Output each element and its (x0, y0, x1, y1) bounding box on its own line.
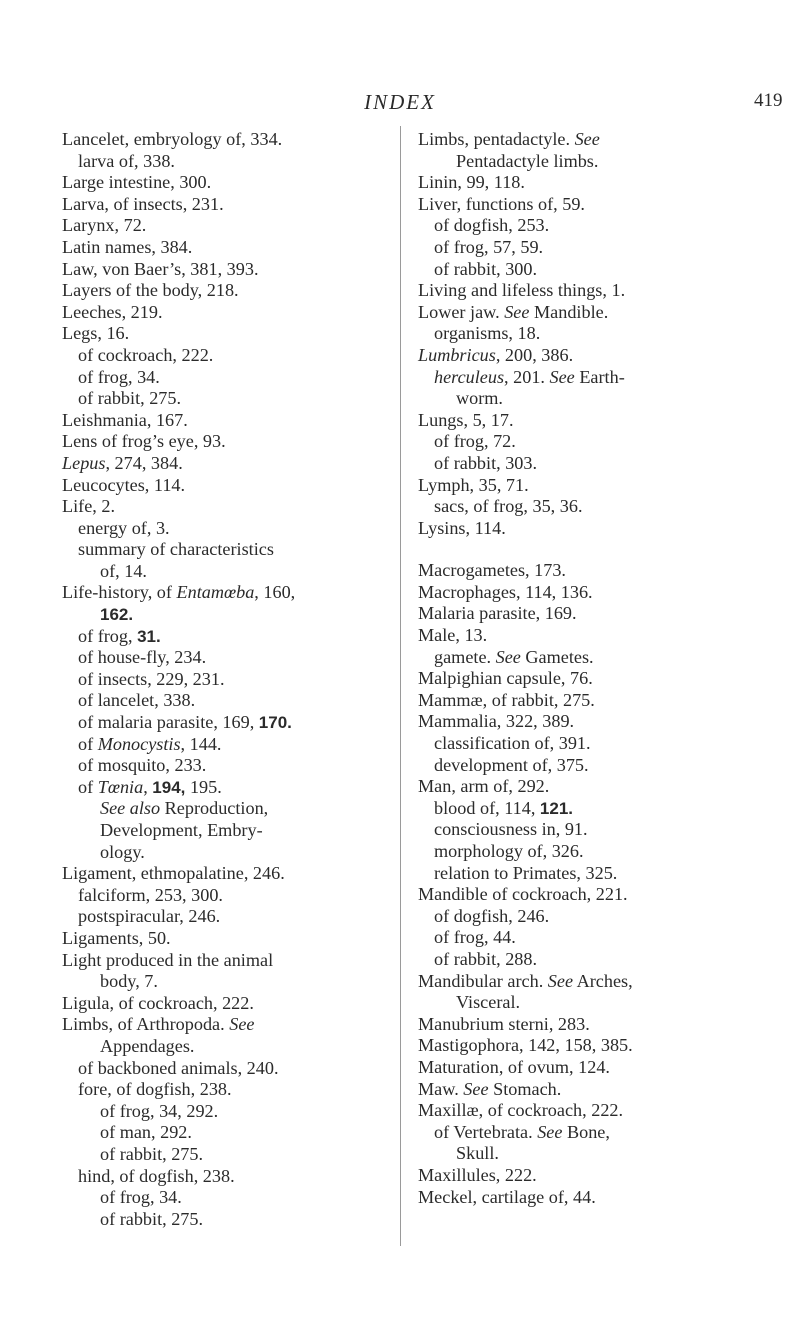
entry-text: Maxillules, 222. (418, 1164, 537, 1185)
entry-text: of (78, 733, 98, 754)
page-header (0, 90, 800, 120)
entry-text: Living and lifeless things, 1. (418, 280, 626, 301)
index-entry (62, 323, 392, 345)
index-entry (62, 928, 392, 950)
entry-text: Mastigophora, 142, 158, 385. (418, 1035, 633, 1056)
entry-text: Lysins, 114. (418, 517, 506, 538)
entry-text: See (549, 366, 575, 387)
entry-text: herculeus (434, 366, 505, 387)
entry-text: Pentadactyle limbs. (456, 150, 599, 171)
index-subentry (62, 561, 392, 583)
index-entry (418, 1014, 743, 1036)
index-entry (418, 1079, 743, 1101)
index-entry (418, 302, 743, 324)
entry-text: Life, 2. (62, 496, 116, 517)
entry-text: Lower jaw. (418, 301, 505, 322)
index-subentry (62, 1036, 392, 1058)
entry-text: Skull. (456, 1143, 499, 1164)
index-entry (418, 518, 743, 540)
index-column-left (62, 129, 392, 1230)
index-subentry (418, 647, 743, 669)
index-entry (62, 1014, 392, 1036)
entry-text: Lumbricus (418, 344, 496, 365)
entry-text: of house-fly, 234. (78, 647, 207, 668)
index-subentry (62, 734, 392, 756)
entry-text: Ligaments, 50. (62, 927, 171, 948)
index-entry (62, 475, 392, 497)
entry-text: See (574, 129, 600, 149)
index-subentry (62, 777, 392, 799)
index-subentry (62, 1058, 392, 1080)
index-entry (418, 971, 743, 993)
entry-text: body, 7. (100, 971, 158, 992)
entry-text: 195. (185, 776, 222, 797)
entry-text: Layers of the body, 218. (62, 280, 239, 301)
entry-text: Leishmania, 167. (62, 409, 188, 430)
index-entry (418, 711, 743, 733)
entry-text: Life-history, of (62, 582, 177, 603)
entry-text: Visceral. (456, 992, 521, 1013)
entry-text: Tœnia (97, 776, 144, 797)
entry-text: of insects, 229, 231. (78, 668, 225, 689)
entry-text: Mammæ, of rabbit, 275. (418, 689, 595, 710)
index-subentry (62, 1144, 392, 1166)
entry-text: of frog, 57, 59. (434, 236, 544, 257)
page-number: 419 (754, 90, 783, 111)
index-entry (418, 1165, 743, 1187)
index-entry (418, 129, 743, 151)
entry-text: of (78, 776, 98, 797)
entry-text: Lungs, 5, 17. (418, 409, 514, 430)
index-entry (418, 625, 743, 647)
entry-text: of frog, 34. (78, 366, 160, 387)
index-subentry (62, 1209, 392, 1231)
entry-text: of lancelet, 338. (78, 690, 196, 711)
index-subentry (418, 906, 743, 928)
index-subentry (418, 367, 743, 389)
entry-text: Appendages. (100, 1035, 195, 1056)
index-subentry (418, 949, 743, 971)
entry-text: Maw. (418, 1078, 464, 1099)
index-entry (62, 863, 392, 885)
index-entry (418, 475, 743, 497)
index-subentry (418, 863, 743, 885)
entry-text: Ligament, ethmopalatine, 246. (62, 863, 285, 884)
index-entry (62, 280, 392, 302)
entry-text: See (537, 1121, 563, 1142)
entry-text: , 200, 386. (495, 344, 574, 365)
index-subentry (418, 496, 743, 518)
index-subentry (418, 1122, 743, 1144)
entry-text: Law, von Baer’s, 381, 393. (62, 258, 259, 279)
entry-text: Macrophages, 114, 136. (418, 581, 593, 602)
entry-text: of malaria parasite, 169, (78, 712, 259, 733)
index-subentry (62, 518, 392, 540)
page-title: INDEX (364, 90, 436, 114)
index-entry (62, 259, 392, 281)
index-entry (418, 603, 743, 625)
entry-text: of rabbit, 275. (78, 388, 182, 409)
entry-text: of rabbit, 288. (434, 948, 538, 969)
entry-text: Manubrium sterni, 283. (418, 1013, 590, 1034)
index-entry (62, 431, 392, 453)
index-entry (62, 172, 392, 194)
entry-text: Meckel, cartilage of, 44. (418, 1186, 596, 1207)
entry-text: , 274, 384. (105, 452, 183, 473)
entry-text: of dogfish, 253. (434, 215, 550, 236)
index-subentry (418, 453, 743, 475)
entry-text: larva of, 338. (78, 150, 175, 171)
entry-text: classification of, 391. (434, 733, 591, 754)
entry-text: 121. (539, 798, 574, 818)
entry-text: ology. (100, 841, 145, 862)
entry-text: Bone, (562, 1121, 610, 1142)
entry-text: , 201. (504, 366, 550, 387)
index-entry (418, 560, 743, 582)
index-subentry (418, 259, 743, 281)
entry-text: Reproduction, (160, 798, 269, 819)
entry-text: of frog, 34, 292. (100, 1100, 219, 1121)
entry-text: of rabbit, 275. (100, 1143, 204, 1164)
entry-text: consciousness in, 91. (434, 819, 588, 840)
index-subentry (418, 841, 743, 863)
index-entry (418, 1057, 743, 1079)
index-entry (418, 1187, 743, 1209)
index-subentry (418, 755, 743, 777)
entry-text: fore, of dogfish, 238. (78, 1079, 232, 1100)
index-entry (418, 668, 743, 690)
index-subentry (62, 1101, 392, 1123)
entry-text: of cockroach, 222. (78, 344, 214, 365)
entry-text: Large intestine, 300. (62, 172, 212, 193)
index-subentry (62, 367, 392, 389)
index-entry (418, 172, 743, 194)
entry-text: Linin, 99, 118. (418, 172, 525, 193)
entry-text: 162. (100, 605, 134, 625)
index-subentry (62, 539, 392, 561)
index-entry (418, 410, 743, 432)
entry-text: Arches, (573, 970, 633, 991)
entry-text: See (229, 1014, 255, 1035)
entry-text: Entamœba (176, 582, 255, 603)
index-subentry (62, 690, 392, 712)
entry-text: falciform, 253, 300. (78, 884, 223, 905)
index-entry (418, 690, 743, 712)
entry-text: of, 14. (100, 560, 147, 581)
entry-text: Mammalia, 322, 389. (418, 711, 575, 732)
entry-text: Leucocytes, 114. (62, 474, 186, 495)
index-entry (62, 237, 392, 259)
entry-text: See (547, 970, 574, 991)
entry-text: Monocystis (97, 733, 181, 754)
entry-text: , 160, (254, 582, 296, 603)
entry-text: of rabbit, 300. (434, 258, 538, 279)
index-entry (418, 345, 743, 367)
entry-text: Malaria parasite, 169. (418, 603, 577, 624)
entry-text: Ligula, of cockroach, 222. (62, 992, 254, 1013)
index-entry (62, 950, 392, 972)
entry-text: See (463, 1078, 489, 1099)
index-entry (418, 1100, 743, 1122)
entry-text: hind, of dogfish, 238. (78, 1165, 235, 1186)
entry-text: See also (100, 798, 161, 819)
entry-text: Liver, functions of, 59. (418, 193, 585, 214)
entry-text: , 144. (180, 733, 222, 754)
entry-text: of man, 292. (100, 1122, 192, 1143)
index-subentry (62, 1166, 392, 1188)
entry-text: Mandible of cockroach, 221. (418, 884, 628, 905)
entry-text: organisms, 18. (434, 323, 541, 344)
entry-text: of frog, 44. (434, 927, 516, 948)
entry-text: Gametes. (520, 646, 594, 667)
entry-text: Light produced in the animal (62, 949, 274, 970)
entry-text: Lens of frog’s eye, 93. (62, 431, 226, 452)
index-subentry (62, 971, 392, 993)
index-subentry (418, 323, 743, 345)
index-subentry (418, 927, 743, 949)
index-subentry (418, 819, 743, 841)
index-entry (418, 884, 743, 906)
entry-text: of rabbit, 275. (100, 1208, 204, 1229)
index-subentry (418, 431, 743, 453)
index-subentry (418, 151, 743, 173)
index-subentry (418, 237, 743, 259)
entry-text: Lymph, 35, 71. (418, 474, 529, 495)
entry-text: of backboned animals, 240. (78, 1057, 279, 1078)
index-subentry (418, 215, 743, 237)
entry-text: worm. (456, 388, 503, 409)
entry-text: of Vertebrata. (434, 1121, 538, 1142)
entry-text: gamete. (434, 646, 496, 667)
entry-text: development of, 375. (434, 754, 589, 775)
entry-text: Earth- (574, 366, 625, 387)
entry-text: Development, Embry- (100, 820, 263, 840)
index-subentry (62, 842, 392, 864)
entry-text: Limbs, pentadactyle. (418, 129, 575, 149)
index-subentry (62, 755, 392, 777)
entry-text: 31. (137, 626, 161, 646)
entry-text: of frog, 72. (434, 431, 516, 452)
index-subentry (418, 388, 743, 410)
column-divider (400, 126, 401, 1246)
index-entry (418, 194, 743, 216)
index-entry (62, 496, 392, 518)
entry-text: See (504, 301, 530, 322)
index-subentry (62, 820, 392, 842)
entry-text: Lepus (62, 452, 106, 473)
index-subentry (62, 669, 392, 691)
index-entry (62, 302, 392, 324)
index-subentry (62, 151, 392, 173)
index-subentry (62, 1079, 392, 1101)
entry-text: 194, (152, 777, 186, 797)
index-subentry (62, 798, 392, 820)
section-gap (418, 539, 743, 560)
entry-text: Maxillæ, of cockroach, 222. (418, 1100, 624, 1121)
index-subentry (62, 1187, 392, 1209)
entry-text: energy of, 3. (78, 517, 170, 538)
entry-text: postspiracular, 246. (78, 906, 221, 927)
entry-text: of mosquito, 233. (78, 755, 207, 776)
index-subentry (62, 345, 392, 367)
index-subentry (62, 1122, 392, 1144)
index-entry (418, 776, 743, 798)
index-entry (418, 1035, 743, 1057)
entry-text: relation to Primates, 325. (434, 862, 618, 883)
entry-text: Mandibular arch. (418, 970, 548, 991)
entry-text: of dogfish, 246. (434, 905, 550, 926)
index-subentry (62, 906, 392, 928)
index-entry (62, 453, 392, 475)
index-subentry (418, 733, 743, 755)
entry-text: of frog, (78, 625, 138, 646)
entry-text: Legs, 16. (62, 323, 130, 344)
entry-text: 170. (258, 713, 292, 733)
entry-text: Maturation, of ovum, 124. (418, 1056, 610, 1077)
index-column-right (418, 129, 743, 1208)
entry-text: Leeches, 219. (62, 301, 163, 322)
index-entry (418, 582, 743, 604)
entry-text: Larynx, 72. (62, 215, 147, 236)
entry-text: , (143, 776, 153, 797)
entry-text: Stomach. (488, 1078, 562, 1099)
entry-text: Mandible. (529, 301, 609, 322)
entry-text: morphology of, 326. (434, 841, 584, 861)
entry-text: Latin names, 384. (62, 236, 193, 257)
index-subentry (62, 885, 392, 907)
index-subentry (62, 604, 392, 626)
index-entry (62, 993, 392, 1015)
entry-text: of frog, 34. (100, 1187, 182, 1208)
entry-text: summary of characteristics (78, 539, 274, 560)
index-subentry (418, 798, 743, 820)
entry-text: See (495, 646, 521, 667)
index-entry (62, 582, 392, 604)
index-subentry (62, 626, 392, 648)
index-subentry (62, 388, 392, 410)
entry-text: sacs, of frog, 35, 36. (434, 496, 583, 517)
index-subentry (418, 1143, 743, 1165)
entry-text: Male, 13. (418, 625, 488, 646)
index-entry (62, 410, 392, 432)
entry-text: Limbs, of Arthropoda. (62, 1014, 230, 1035)
index-subentry (62, 647, 392, 669)
index-subentry (62, 712, 392, 734)
entry-text: Larva, of insects, 231. (62, 193, 224, 214)
index-entry (418, 280, 743, 302)
entry-text: Malpighian capsule, 76. (418, 668, 593, 689)
entry-text: Lancelet, embryology of, 334. (62, 129, 283, 149)
index-entry (62, 194, 392, 216)
index-entry (62, 215, 392, 237)
entry-text: Macrogametes, 173. (418, 560, 566, 581)
entry-text: Man, arm of, 292. (418, 776, 550, 797)
entry-text: blood of, 114, (434, 797, 540, 818)
entry-text: of rabbit, 303. (434, 452, 538, 473)
index-subentry (418, 992, 743, 1014)
index-entry (62, 129, 392, 151)
